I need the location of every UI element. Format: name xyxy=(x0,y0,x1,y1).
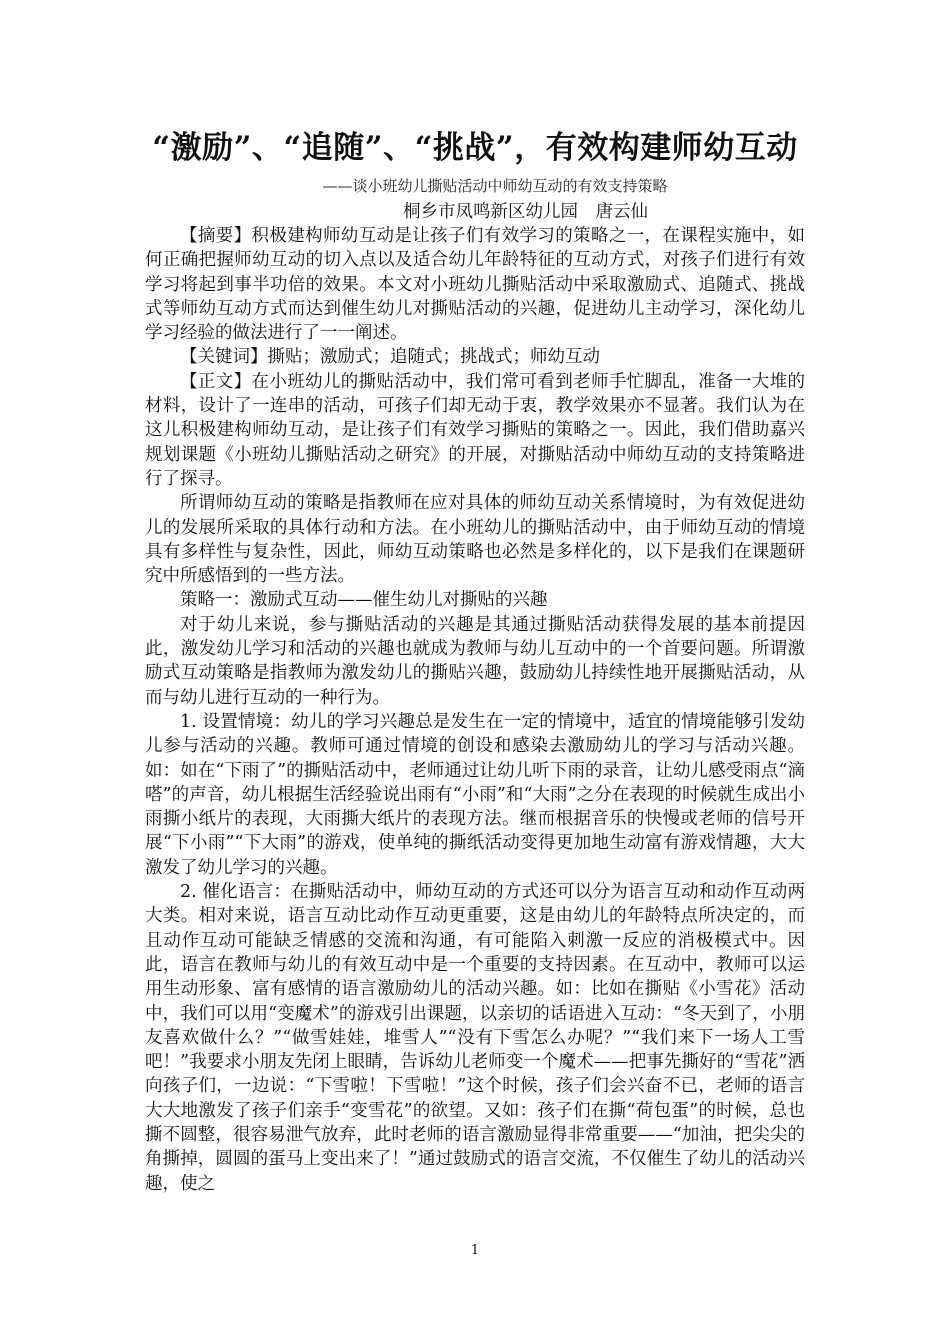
document-title: “激励”、“追随”、“挑战”，有效构建师幼互动 xyxy=(152,130,798,166)
page-number: 1 xyxy=(470,1243,480,1258)
author-line: 桐乡市凤鸣新区幼儿园 唐云仙 xyxy=(403,202,648,222)
body-paragraph: 【正文】在小班幼儿的撕贴活动中，我们常可看到老师手忙脚乱，准备一大堆的材料，设计了一连串的活动，可孩子们却无动于衷，教学效果亦不显著。我们认为在这儿积极建构师幼互动，是让孩子们有效学习撕贴的策略之一。因此，我们借助嘉兴规划课题《小班幼儿撕贴活动之研究》的开展，对撕贴活动中师幼互动的支持策略进行了探寻。 xyxy=(145,371,805,489)
body-paragraph: 所谓师幼互动的策略是指教师在应对具体的师幼互动关系情境时，为有效促进幼儿的发展所采取的具体行动和方法。在小班幼儿的撕贴活动中，由于师幼互动的情境具有多样性与复杂性，因此，师幼互动策略也必然是多样化的，以下是我们在课题研究中所感悟到的一些方法。 xyxy=(145,493,805,587)
abstract-paragraph: 【摘要】积极建构师幼互动是让孩子们有效学习的策略之一，在课程实施中，如何正确把握师幼互动的切入点以及适合幼儿年龄特征的互动方式，对孩子们进行有效学习将起到事半功倍的效果。本文对小班幼儿撕贴活动中采取激励式、追随式、挑战式等师幼互动方式而达到催生幼儿对撕贴活动的兴趣，促进幼儿主动学习，深化幼儿学习经验的做法进行了一一阐述。 xyxy=(145,226,805,344)
body-paragraph: 对于幼儿来说，参与撕贴活动的兴趣是其通过撕贴活动获得发展的基本前提因此，激发幼儿学习和活动的兴趣也就成为教师与幼儿互动中的一个首要问题。所谓激励式互动策略是指教师为激发幼儿的撕贴兴趣，鼓励幼儿持续性地开展撕贴活动，从而与幼儿进行互动的一种行为。 xyxy=(145,614,805,708)
body-paragraph: 1. 设置情境：幼儿的学习兴趣总是发生在一定的情境中，适宜的情境能够引发幼儿参与活动的兴趣。教师可通过情境的创设和感染去激励幼儿的学习与活动兴趣。如：如在“下雨了”的撕贴活动中，老师通过让幼儿听下雨的录音，让幼儿感受雨点“滴嗒”的声音，幼儿根据生活经验说出雨有“小雨”和“大雨”之分在表现的时候就生成出小雨撕小纸片的表现，大雨撕大纸片的表现方法。继而根据音乐的快慢或老师的信号开展“下小雨”“下大雨”的游戏，使单纯的撕纸活动变得更加地生动富有游戏情趣，大大激发了幼儿学习的兴趣。 xyxy=(145,711,805,878)
body-paragraph: 2. 催化语言：在撕贴活动中，师幼互动的方式还可以分为语言互动和动作互动两大类。相对来说，语言互动比动作互动更重要，这是由幼儿的年龄特点所决定的，而且动作互动可能缺乏情感的交流和沟通，有可能陷入刺激一反应的消极模式中。因此，语言在教师与幼儿的有效互动中是一个重要的支持因素。在互动中，教师可以运用生动形象、富有感情的语言激励幼儿的活动兴趣。如：比如在撕贴《小雪花》活动中，我们可以用“变魔术”的游戏引出课题，以亲切的话语进入互动：“冬天到了，小朋友喜欢做什么？”“做雪娃娃，堆雪人”“没有下雪怎么办呢？”“我们来下一场人工雪吧！”我要求小朋友先闭上眼睛，告诉幼儿老师变一个魔术——把事先撕好的“雪花”洒向孩子们，一边说：“下雪啦！下雪啦！”这个时候，孩子们会兴奋不已，老师的语言大大地激发了孩子们亲手“变雪花”的欲望。又如：孩子们在撕“荷包蛋”的时候，总也撕不圆整，很容易泄气放弃，此时老师的语言激励显得非常重要——“加油，把尖尖的角撕掉，圆圆的蛋马上变出来了！”通过鼓励式的语言交流，不仅催生了幼儿的活动兴趣，使之 xyxy=(145,882,805,1194)
document-body xyxy=(145,224,805,1196)
document-subtitle: ——谈小班幼儿撕贴活动中师幼互动的有效支持策略 xyxy=(322,177,668,195)
section-heading: 策略一：激励式互动——催生幼儿对撕贴的兴趣 xyxy=(180,590,548,611)
keywords-paragraph: 【关键词】撕贴；激励式；追随式；挑战式；师幼互动 xyxy=(180,347,600,368)
